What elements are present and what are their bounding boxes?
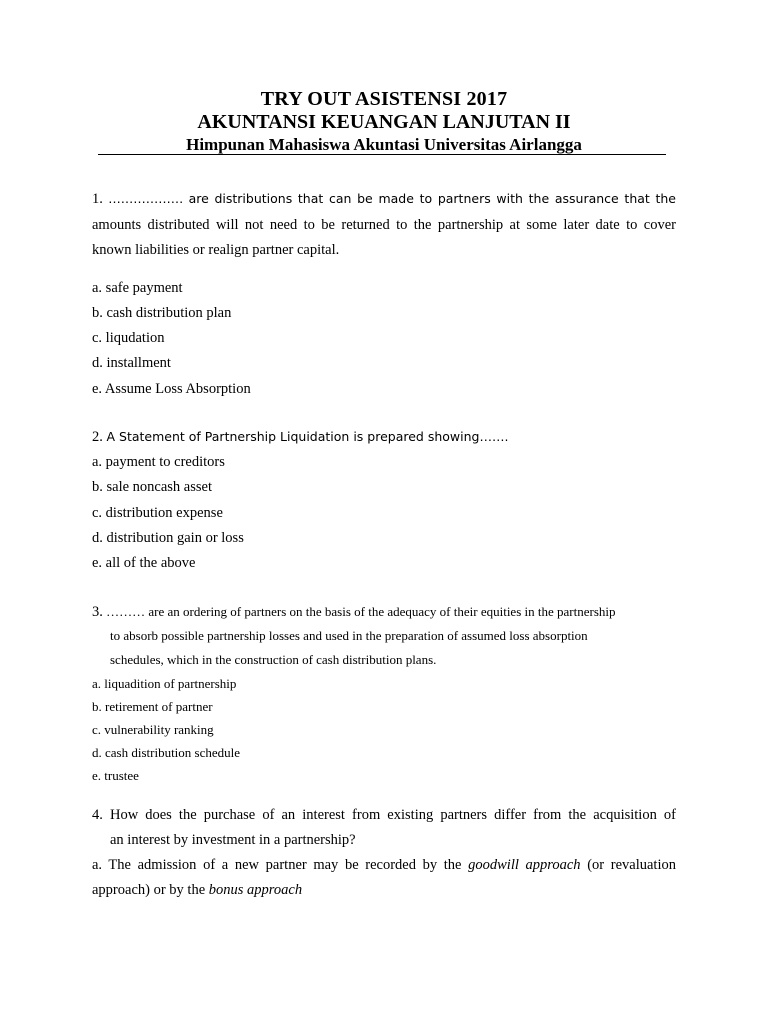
question-3-option-d: d. cash distribution schedule	[92, 745, 241, 760]
question-2-dots: …….	[479, 429, 509, 444]
question-4-answer-a-line-2	[92, 878, 676, 903]
question-1-option-a: a. safe payment	[92, 279, 183, 296]
question-4-answer-a-line-1	[92, 853, 676, 878]
question-2	[92, 424, 676, 576]
header-title: TRY OUT ASISTENSI 2017	[260, 88, 508, 110]
header-divider	[98, 154, 666, 155]
question-3-option-e: e. trustee	[92, 768, 139, 783]
question-1-line-3: known liabilities or realign partner capital.	[92, 242, 340, 258]
question-4-number: 4.	[92, 807, 103, 823]
question-2-text: A Statement of Partnership Liquidation is prepared showing	[106, 429, 480, 444]
question-3-option-b: b. retirement of partner	[92, 699, 213, 714]
question-1-text-1: are distributions that can be made to partners with the assurance that the	[188, 191, 677, 206]
question-1-option-c: c. liqudation	[92, 330, 165, 347]
question-1-option-e: e. Assume Loss Absorption	[92, 380, 251, 397]
question-1-option-b: b. cash distribution plan	[92, 304, 232, 321]
question-1-line-2: amounts distributed will not need to be returned to the partnership at some later date to cover	[92, 216, 676, 233]
question-2-option-a: a. payment to creditors	[92, 454, 225, 470]
question-4-answer-a-mid: (or revaluation	[587, 857, 676, 873]
question-2-line-1	[92, 424, 676, 450]
question-3-line-1	[92, 600, 676, 624]
question-4-bonus-approach: bonus approach	[208, 882, 303, 898]
question-4-goodwill-approach: goodwill approach	[468, 857, 581, 873]
question-3-line-2: to absorb possible partnership losses and used in the preparation of assumed loss absorption	[110, 628, 588, 643]
question-1-number: 1.	[92, 191, 103, 207]
header-subject: AKUNTANSI KEUANGAN LANJUTAN II	[197, 111, 571, 133]
question-4	[92, 803, 676, 903]
header-organization: Himpunan Mahasiswa Akuntasi Universitas Airlangga	[186, 135, 582, 154]
question-3-option-c: c. vulnerability ranking	[92, 722, 214, 737]
question-4-text-1: How does the purchase of an interest from existing partners differ from the acquisition of	[109, 807, 676, 823]
question-1-line-1	[92, 186, 676, 213]
question-3-text-1: are an ordering of partners on the basis of the adequacy of their equities in the partnership	[148, 604, 616, 619]
question-1	[92, 186, 676, 402]
question-2-number: 2.	[92, 429, 103, 445]
question-2-option-b: b. sale noncash asset	[92, 479, 212, 496]
question-2-option-e: e. all of the above	[92, 555, 196, 572]
question-4-answer-a-line-2-prefix: approach) or by the	[92, 882, 206, 898]
question-4-line-1	[92, 803, 676, 828]
question-3-number: 3.	[92, 604, 103, 620]
question-3-blank: ………	[106, 604, 146, 619]
question-1-option-d: d. installment	[92, 355, 171, 372]
question-4-answer-a-prefix: a. The admission of a new partner may be recorded by the	[92, 857, 462, 873]
question-3-line-3: schedules, which in the construction of cash distribution plans.	[110, 652, 437, 667]
question-2-option-d: d. distribution gain or loss	[92, 529, 244, 546]
question-1-blank: ………………	[108, 191, 184, 206]
document-header	[94, 88, 674, 155]
question-3	[92, 600, 676, 787]
question-4-line-2: an interest by investment in a partnership?	[110, 832, 356, 848]
question-3-option-a: a. liquadition of partnership	[92, 676, 237, 691]
question-2-option-c: c. distribution expense	[92, 504, 223, 521]
